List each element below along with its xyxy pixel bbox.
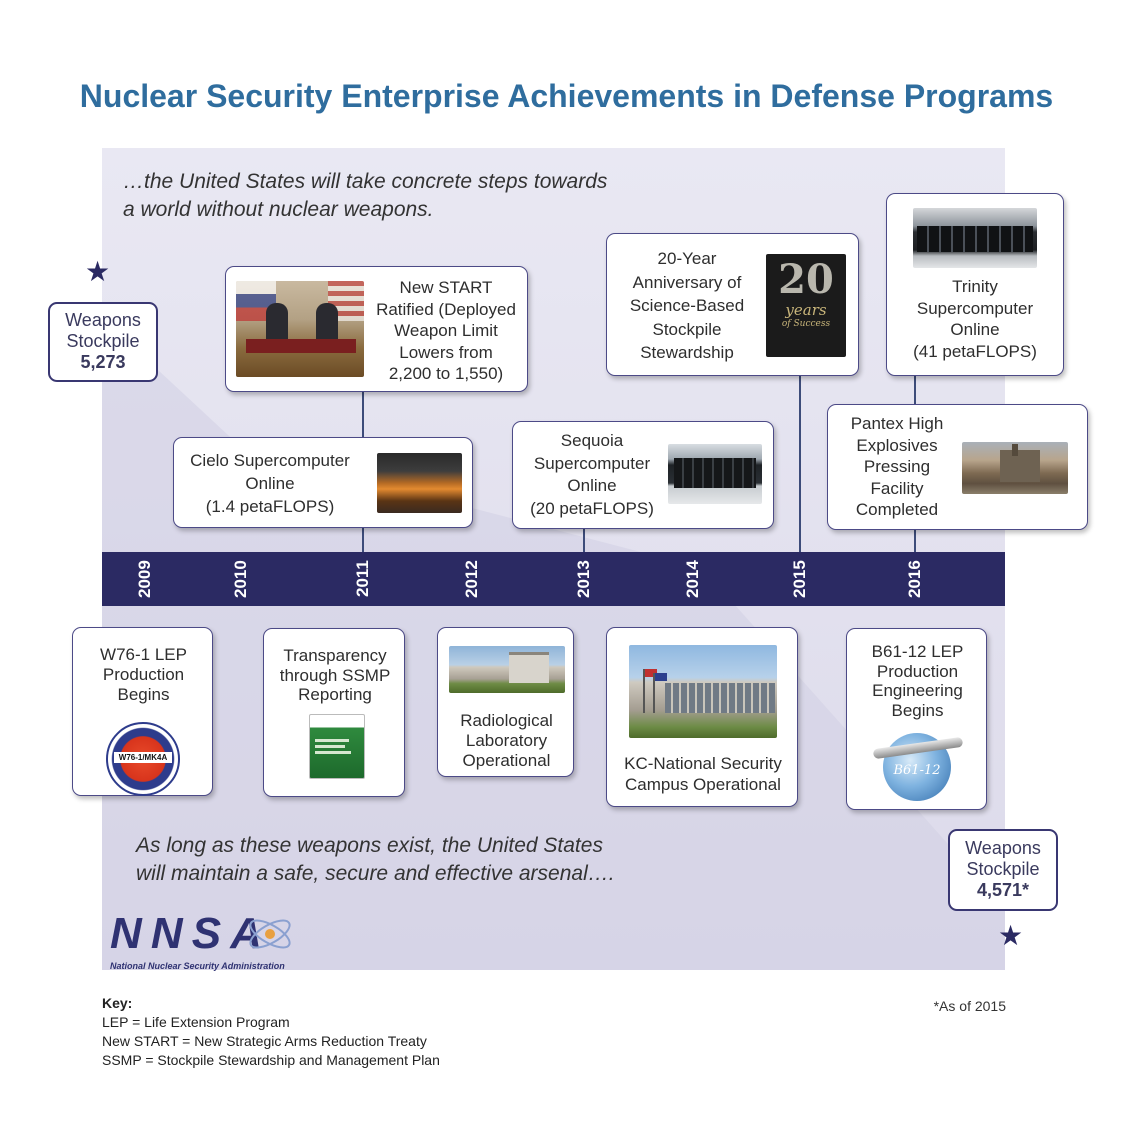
connector-anniversary (799, 375, 801, 555)
pantex-line-3: Pressing (863, 457, 931, 476)
quote-bottom-line-2: will maintain a safe, secure and effective arsenal…. (136, 862, 615, 885)
footnote: *As of 2015 (933, 998, 1006, 1014)
event-anniversary (606, 233, 859, 376)
stockpile-start-box (48, 302, 158, 382)
stockpile-end-value: 4,571* (976, 880, 1030, 900)
new-start-line-3: Weapon Limit (394, 321, 498, 340)
event-new-start (225, 266, 528, 392)
anniversary-text (611, 247, 763, 365)
trinity-line-2: Supercomputer (916, 298, 1034, 318)
quote-bottom (136, 832, 696, 888)
pantex-facility-photo (962, 442, 1068, 494)
cover-years-text: years (785, 301, 827, 319)
key-line-ssmp: SSMP = Stockpile Stewardship and Management Plan (102, 1052, 440, 1068)
anniversary-line-3: Science-Based (629, 296, 745, 315)
ssmp-text (266, 646, 404, 705)
radiological-line-3: Operational (462, 751, 551, 770)
trinity-line-4: (41 petaFLOPS) (913, 341, 1037, 361)
trinity-line-3: Online (950, 320, 1000, 339)
sequoia-line-1: Sequoia (560, 431, 624, 450)
anniversary-line-1: 20-Year (657, 249, 717, 268)
b61-line-4: Begins (891, 700, 944, 720)
sequoia-line-4: (20 petaFLOPS) (530, 498, 654, 518)
year-2014: 2014 (683, 560, 702, 598)
sequoia-line-2: Supercomputer (533, 453, 651, 473)
cielo-line-2: Online (245, 474, 295, 493)
connector-sequoia (583, 528, 585, 554)
radiological-line-2: Laboratory (465, 731, 548, 750)
anniversary-line-4: Stockpile (652, 319, 722, 339)
event-b61 (846, 628, 987, 810)
radiological-text (440, 711, 573, 771)
connector-trinity (914, 375, 916, 405)
w76-badge-label: W76-1/MK4A (114, 752, 172, 763)
w76-program-badge (106, 722, 180, 796)
cielo-text (180, 449, 360, 518)
new-start-line-1: New START (399, 278, 493, 297)
quote-top-line-1: …the United States will take concrete steps towards (123, 170, 608, 193)
anniversary-line-5: Stewardship (640, 343, 734, 362)
radiological-line-1: Radiological (460, 711, 553, 730)
sequoia-text (517, 430, 667, 520)
event-ssmp (263, 628, 405, 797)
w76-line-2: Production (102, 665, 185, 684)
stockpile-start-label-2: Stockpile (66, 331, 140, 351)
event-kc-campus (606, 627, 798, 807)
star-icon: ★ (85, 256, 111, 287)
pantex-line-5: Completed (855, 500, 939, 519)
b61-program-badge (883, 733, 951, 801)
pantex-line-1: Pantex High (850, 414, 944, 433)
year-2009: 2009 (135, 560, 154, 598)
star-icon: ★ (998, 920, 1024, 951)
year-2016: 2016 (905, 560, 924, 598)
stockpile-end-box (948, 829, 1058, 911)
key-legend (102, 994, 440, 1070)
connector-cielo (362, 527, 364, 554)
b61-line-1: B61-12 LEP (871, 642, 964, 661)
nnsa-logo-mark (110, 912, 300, 958)
year-2010: 2010 (231, 560, 250, 598)
trinity-line-1: Trinity (952, 277, 998, 296)
stockpile-end-label-2: Stockpile (966, 859, 1040, 879)
new-start-line-4: Lowers from (399, 342, 493, 362)
ssmp-line-1: Transparency (283, 646, 387, 665)
trinity-supercomputer-photo (913, 208, 1037, 268)
quote-top (123, 168, 683, 224)
new-start-text (366, 277, 526, 385)
kc-campus-photo (629, 645, 777, 738)
cover-big-number: 20 (778, 256, 834, 303)
ssmp-line-3: Reporting (298, 685, 372, 704)
sequoia-supercomputer-photo (668, 444, 762, 504)
sequoia-line-3: Online (567, 476, 617, 495)
connector-new-start (362, 390, 364, 440)
w76-line-3: Begins (117, 685, 170, 704)
year-2015: 2015 (790, 560, 809, 598)
nnsa-logo-subtitle: National Nuclear Security Administration (110, 961, 285, 971)
pantex-line-4: Facility (870, 478, 924, 498)
pantex-line-2: Explosives (856, 435, 938, 455)
b61-line-2: Production (876, 661, 959, 681)
ssmp-report-cover (309, 714, 365, 779)
new-start-line-2: Ratified (Deployed (376, 299, 516, 319)
kc-line-1: KC-National Security (624, 754, 782, 773)
w76-line-1: W76-1 LEP (100, 645, 187, 664)
cielo-line-3: (1.4 petaFLOPS) (205, 497, 335, 516)
trinity-text (889, 276, 1061, 362)
quote-top-line-2: a world without nuclear weapons. (123, 198, 434, 221)
b61-text (849, 642, 986, 720)
page-title: Nuclear Security Enterprise Achievements in Defense Programs (79, 78, 1054, 114)
new-start-line-5: 2,200 to 1,550) (388, 364, 504, 383)
b61-line-3: Engineering (872, 681, 963, 700)
year-2012: 2012 (462, 560, 481, 598)
kc-campus-text (609, 753, 797, 795)
anniversary-report-cover (766, 254, 846, 357)
svg-text:NNSA: NNSA (110, 912, 260, 958)
kc-line-2: Campus Operational (625, 775, 781, 794)
pantex-text (834, 413, 960, 521)
cielo-line-1: Cielo Supercomputer (190, 451, 350, 470)
cover-success-text: of Success (781, 319, 831, 329)
key-line-lep: LEP = Life Extension Program (102, 1014, 290, 1030)
event-trinity (886, 193, 1064, 376)
key-heading: Key: (102, 995, 133, 1011)
anniversary-line-2: Anniversary of (632, 272, 742, 292)
w76-text (77, 645, 210, 705)
event-cielo (173, 437, 473, 528)
new-start-signing-photo (236, 281, 364, 377)
stockpile-start-value: 5,273 (80, 352, 126, 372)
event-radiological (437, 627, 574, 777)
event-pantex (827, 404, 1088, 530)
ssmp-line-2: through SSMP (279, 665, 391, 685)
year-2011: 2011 (353, 560, 372, 598)
cielo-supercomputer-photo (377, 453, 462, 513)
stockpile-end-label-1: Weapons (965, 838, 1041, 858)
b61-badge-label: B61-12 (893, 763, 941, 778)
quote-bottom-line-1: As long as these weapons exist, the United States (136, 834, 603, 857)
year-2013: 2013 (574, 560, 593, 598)
event-w76 (72, 627, 213, 796)
stockpile-start-label-1: Weapons (65, 310, 141, 330)
radiological-lab-photo (449, 646, 565, 693)
key-line-new-start: New START = New Strategic Arms Reduction Treaty (102, 1033, 427, 1049)
nnsa-logo (110, 912, 300, 971)
event-sequoia (512, 421, 774, 529)
